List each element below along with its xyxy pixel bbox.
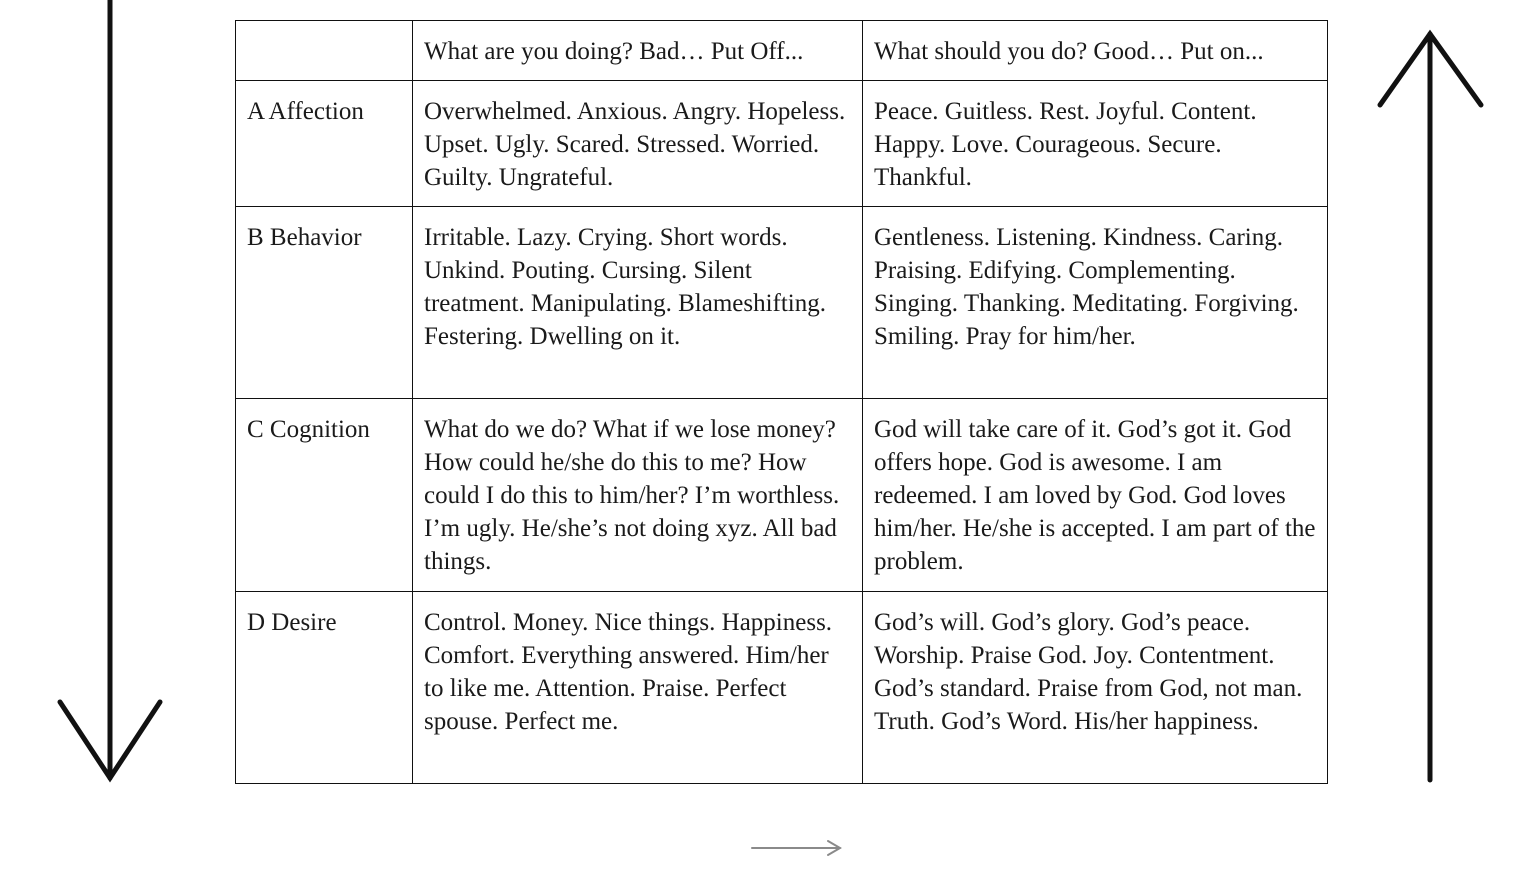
table-row-behavior <box>236 207 1328 399</box>
table-row-cognition <box>236 399 1328 592</box>
table-row-desire <box>236 592 1328 784</box>
right-arrow-icon <box>752 841 840 855</box>
bad-cell: Overwhelmed. Anxious. Angry. Hopeless. Upset. Ugly. Scared. Stressed. Worried. Guilty. Ungrateful. <box>413 81 863 207</box>
header-put-off: What are you doing? Bad… Put Off... <box>413 21 863 81</box>
down-arrow-icon <box>60 0 160 778</box>
abcd-table <box>235 20 1328 784</box>
row-label: B Behavior <box>236 207 413 399</box>
bad-cell: What do we do? What if we lose money? How could he/she do this to me? How could I do this to him/her? I’m worthless. I’m ugly. He/she’s not doing xyz. All bad things. <box>413 399 863 592</box>
header-put-on: What should you do? Good… Put on... <box>863 21 1328 81</box>
header-empty-cell <box>236 21 413 81</box>
good-cell: Peace. Guitless. Rest. Joyful. Content. Happy. Love. Courageous. Secure. Thankful. <box>863 81 1328 207</box>
bad-cell: Control. Money. Nice things. Happiness. Comfort. Everything answered. Him/her to like me. Attention. Praise. Perfect spouse. Perfect me. <box>413 592 863 784</box>
row-label: A Affection <box>236 81 413 207</box>
header-row <box>236 21 1328 81</box>
up-arrow-icon <box>1380 34 1481 780</box>
good-cell: God will take care of it. God’s got it. God offers hope. God is awesome. I am redeemed. I am loved by God. God loves him/her. He/she is accepted. I am part of the problem. <box>863 399 1328 592</box>
good-cell: Gentleness. Listening. Kindness. Caring. Praising. Edifying. Complementing. Singing. Thanking. Meditating. Forgiving. Smiling. Pray for him/her. <box>863 207 1328 399</box>
row-label: D Desire <box>236 592 413 784</box>
table-row-affection <box>236 81 1328 207</box>
row-label: C Cognition <box>236 399 413 592</box>
good-cell: God’s will. God’s glory. God’s peace. Worship. Praise God. Joy. Contentment. God’s standard. Praise from God, not man. Truth. God’s Word. His/her happiness. <box>863 592 1328 784</box>
bad-cell: Irritable. Lazy. Crying. Short words. Unkind. Pouting. Cursing. Silent treatment. Manipulating. Blameshifting. Festering. Dwelling on it. <box>413 207 863 399</box>
